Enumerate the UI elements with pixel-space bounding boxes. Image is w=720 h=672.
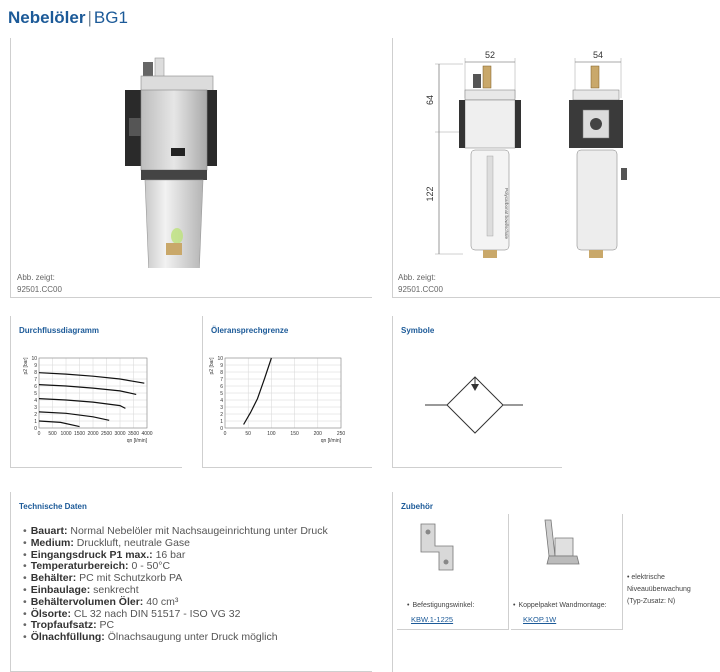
- y-tick-label: 4: [34, 397, 37, 404]
- x-tick-label: 1500: [73, 431, 86, 437]
- spec-tropfaufsatz: • Tropfaufsatz: PC: [23, 620, 328, 632]
- y-axis-label: p2 [bar]: [209, 357, 215, 375]
- spec-medium: • Medium: Druckluft, neutrale Gase: [23, 538, 328, 550]
- x-tick-label: 0: [223, 431, 227, 437]
- x-tick-label: 3500: [127, 431, 140, 437]
- y-tick-label: 3: [220, 404, 223, 411]
- accessories-title: Zubehör: [401, 502, 433, 511]
- product-photo-panel: [10, 38, 372, 298]
- accessory-coupling-label: • Koppelpaket Wandmontage:: [513, 600, 607, 611]
- y-tick-label: 9: [34, 362, 37, 369]
- spec-behaelter: • Behälter: PC mit Schutzkorb PA: [23, 573, 328, 585]
- dim-height-top: 64: [425, 94, 435, 106]
- x-tick-label: 200: [313, 431, 322, 437]
- oil-chart: [203, 346, 373, 466]
- drawing-caption: Abb. zeigt: 92501.CC00: [398, 273, 443, 294]
- dimension-drawing: [393, 38, 720, 268]
- product-size: BG1: [93, 8, 128, 27]
- symbol-title: Symbole: [401, 326, 435, 335]
- dim-width-side: 54: [592, 50, 604, 60]
- y-tick-label: 7: [34, 376, 37, 383]
- mounting-bracket-image: [413, 518, 473, 578]
- spec-eingangsdruck: • Eingangsdruck P1 max.: 16 bar: [23, 550, 328, 562]
- product-name: Nebelöler: [8, 8, 86, 27]
- dimension-drawing-panel: [392, 38, 720, 298]
- dim-width-front: 52: [484, 50, 496, 60]
- photo-caption: Abb. zeigt: 92501.CC00: [17, 273, 62, 294]
- accessories-panel: [392, 492, 720, 672]
- y-axis-label: p2 [bar]: [23, 357, 29, 375]
- y-tick-label: 6: [34, 383, 37, 390]
- x-tick-label: 150: [290, 431, 299, 437]
- series-line: [39, 412, 109, 420]
- x-axis-label: qn [l/min]: [320, 438, 341, 444]
- series-line: [39, 421, 80, 427]
- x-tick-label: 2500: [100, 431, 113, 437]
- spec-bauart: • Bauart: Normal Nebelöler mit Nachsaugeinrichtung unter Druck: [23, 526, 328, 538]
- spec-temperatur: • Temperaturbereich: 0 - 50°C: [23, 561, 328, 573]
- x-tick-label: 500: [48, 431, 57, 437]
- accessory-bracket[interactable]: [397, 514, 509, 630]
- y-tick-label: 9: [220, 362, 223, 369]
- symbol-panel: [392, 316, 562, 468]
- y-tick-label: 7: [220, 376, 223, 383]
- y-tick-label: 3: [34, 404, 37, 411]
- y-tick-label: 5: [220, 390, 223, 397]
- flow-chart-title: Durchflussdiagramm: [19, 326, 100, 335]
- y-tick-label: 10: [31, 355, 37, 362]
- y-tick-label: 2: [220, 411, 223, 418]
- product-photo: [11, 38, 373, 268]
- y-tick-label: 0: [34, 425, 37, 432]
- x-tick-label: 250: [336, 431, 346, 437]
- x-tick-label: 1000: [60, 431, 72, 437]
- bowl-label: Polycarbonat bowl/schale: [504, 188, 509, 240]
- tech-data-title: Technische Daten: [19, 502, 87, 511]
- y-tick-label: 8: [220, 369, 223, 376]
- y-tick-label: 4: [220, 397, 223, 404]
- coupling-kit-image: [533, 516, 593, 576]
- y-tick-label: 5: [34, 390, 37, 397]
- y-tick-label: 6: [220, 383, 223, 390]
- x-tick-label: 50: [245, 431, 251, 437]
- series-line: [39, 373, 144, 384]
- title-separator: |: [87, 8, 92, 27]
- y-tick-label: 8: [34, 369, 37, 376]
- accessory-bracket-label: • Befestigungswinkel:: [407, 600, 474, 611]
- oil-chart-title: Öleransprechgrenze: [211, 326, 289, 335]
- dim-height-bottom: 122: [425, 186, 435, 202]
- spec-einbaulage: • Einbaulage: senkrecht: [23, 585, 328, 597]
- spec-oelsorte: • Ölsorte: CL 32 nach DIN 51517 - ISO VG 32: [23, 609, 328, 621]
- level-monitoring-note: • elektrische Niveauüberwachung (Typ-Zusatz: N): [627, 574, 691, 605]
- x-tick-label: 2000: [87, 431, 99, 437]
- flow-chart-panel: [10, 316, 182, 468]
- x-tick-label: 4000: [141, 431, 153, 437]
- y-tick-label: 0: [220, 425, 223, 432]
- y-tick-label: 10: [217, 355, 223, 362]
- series-line: [244, 358, 272, 425]
- accessory-coupling[interactable]: [511, 514, 623, 630]
- oil-chart-panel: [202, 316, 372, 468]
- oiler-symbol: [393, 316, 563, 456]
- flow-chart: [11, 346, 181, 466]
- y-tick-label: 1: [34, 418, 37, 425]
- accessory-coupling-link[interactable]: KKOP.1W: [523, 615, 557, 624]
- x-tick-label: 0: [37, 431, 41, 437]
- y-tick-label: 1: [220, 418, 223, 425]
- y-tick-label: 2: [34, 411, 37, 418]
- page-header: [8, 8, 128, 28]
- x-tick-label: 3000: [114, 431, 126, 437]
- tech-data-panel: [10, 492, 372, 672]
- spec-volumen: • Behältervolumen Öler: 40 cm³: [23, 597, 328, 609]
- tech-data-list: [23, 526, 328, 644]
- x-tick-label: 100: [267, 431, 276, 437]
- x-axis-label: qn [l/min]: [126, 438, 147, 444]
- accessory-bracket-link[interactable]: KBW.1-1225: [411, 615, 454, 624]
- spec-oelnachfuellung: • Ölnachfüllung: Ölnachsaugung unter Druck möglich: [23, 632, 328, 644]
